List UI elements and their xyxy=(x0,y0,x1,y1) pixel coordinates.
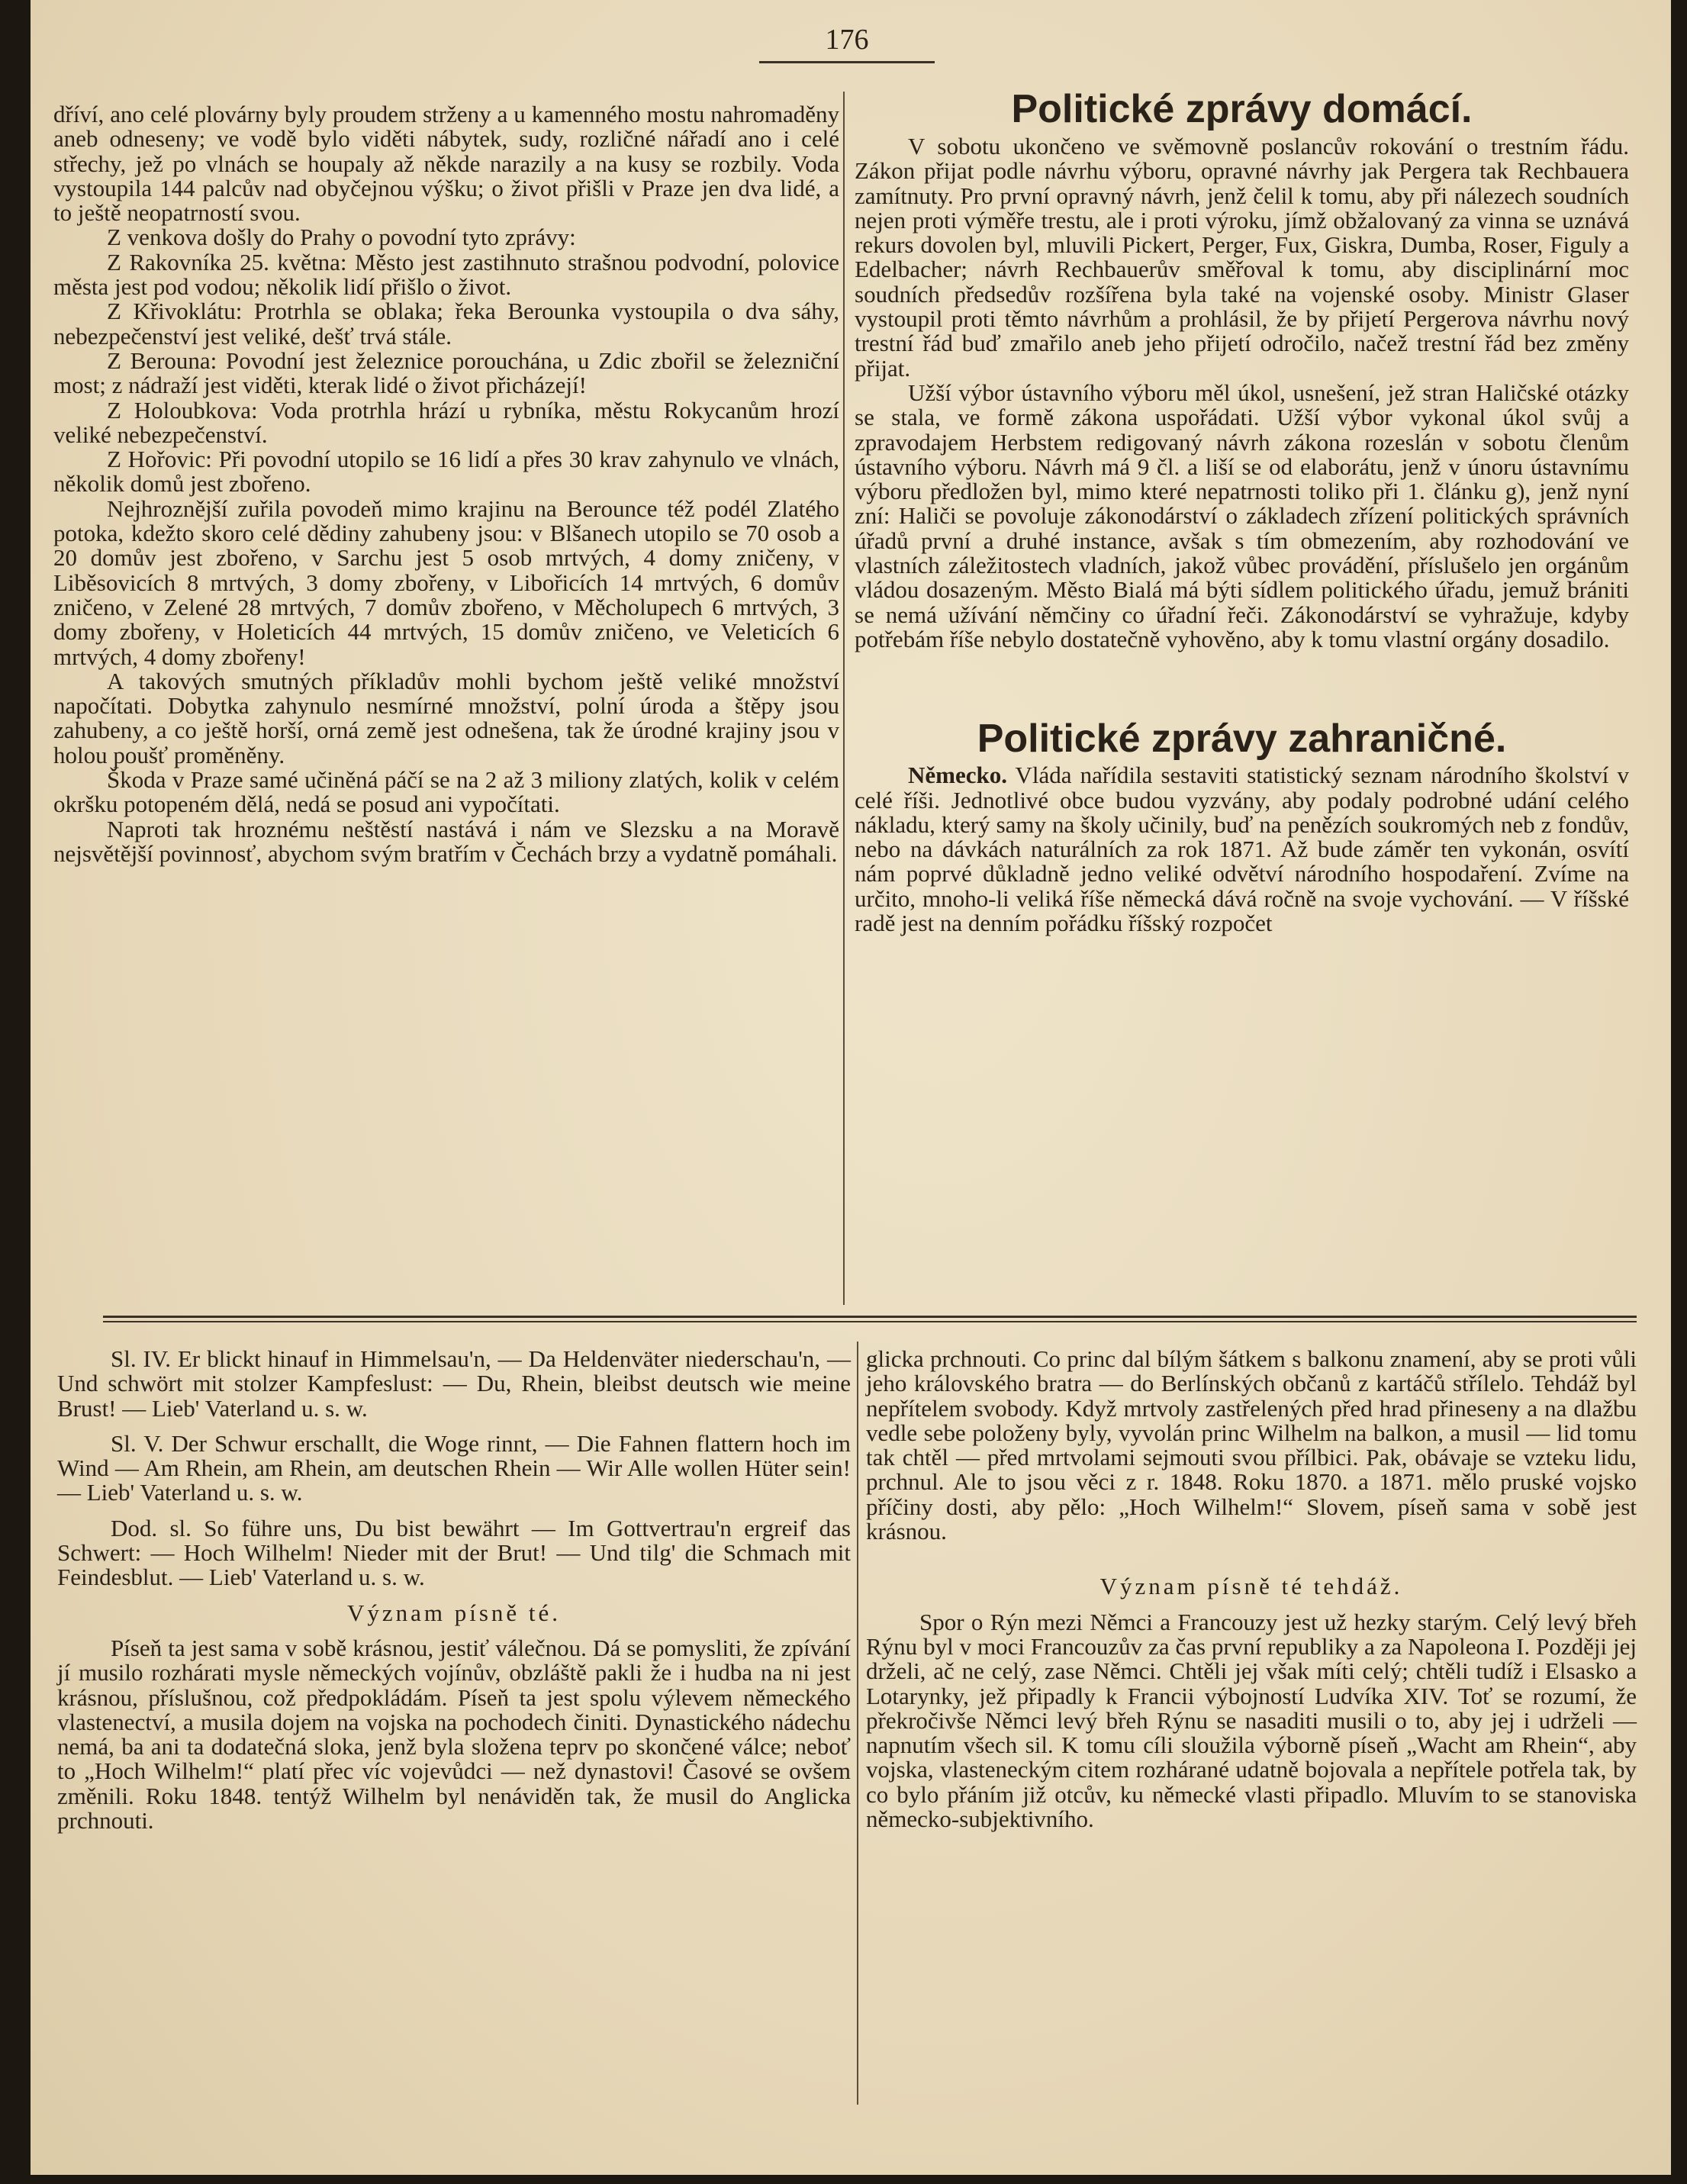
column-bottom-right xyxy=(866,1347,1637,1831)
paragraph: Z Hořovic: Při povodní utopilo se 16 lidí a přes 30 krav zahynulo ve vlnách, několik domů jest zbořeno. xyxy=(53,446,839,498)
column-top-left xyxy=(53,102,839,866)
song-verse: Sl. V. Der Schwur erschallt, die Woge rinnt, — Die Fahnen flattern hoch im Wind — Am Rhein, am Rhein, am deutschen Rhein — Wir Alle wollen Hüter sein! — Lieb' Vaterland u. s. w. xyxy=(57,1429,851,1506)
paragraph xyxy=(855,763,1629,936)
section-title: Význam písně té tehdáž. xyxy=(1099,1573,1403,1600)
heading-domestic-news: Politické zprávy domácí. xyxy=(1011,87,1473,131)
column-top-right xyxy=(855,84,1629,936)
country-label: Německo. xyxy=(908,762,1007,789)
horizontal-rule xyxy=(103,1321,1637,1322)
column-bottom-left xyxy=(57,1347,851,1833)
paragraph: glicka prchnouti. Co princ dal bílým šátkem s balkonu znamení, aby se proti vůli jeho královského bratra — do Berlínských občanů z kartáčů střílelo. Tehdáž byl nepřítelem svobody. Když mrtvoly zastřelených před hrad přineseny a na dlažbu vedle sebe položeny byly, vyvolán princ Wilhelm na balkon, a musil — lid tomu tak chtěl — před mrtvolami sejmouti svou přílbici. Pak, obávaje se vzteku lidu, prchnul. Ale to jsou věci z r. 1848. Roku 1870. a 1871. mělo pruské vojsko příčiny dosti, aby pělo: „Hoch Wilhelm!“ Slovem, píseň sama v sobě jest krásnou. xyxy=(866,1345,1637,1545)
foreign-news-text: Vláda nařídila sestaviti statistický seznam národního školství v celé říši. Jednotlivé obce budou vyzvány, aby podaly podrobné udání celého nákladu, který samy na školy učinily, buď na penězích soukromých neb z fondův, nebo na dávkách naturálních za rok 1871. Až bude záměr ten vykonán, osvítí nám poprvé důkladně jedno veliké odvětví národního hospodaření. Zvíme na určito, mnoho-li veliká říše německá dává ročně na svoje vychování. — V říšské radě jest na denním pořádku říšský rozpočet xyxy=(855,762,1629,937)
paragraph: Nejhroznější zuřila povodeň mimo krajinu na Berounce též podél Zlatého potoka, kdežto skoro celé dědiny zahubeny jsou: v Blšanech utopilo se 70 osob a 20 domův jest zbořeno, v Sarchu jest 5 osob mrtvých, 4 domy zničeny, v Liběsovicích 8 mrtvých, 3 domy zbořeny, v Libořicích 14 mrtvých, 6 domův zničeno, v Zelené 28 mrtvých, 7 domův zbořeno, v Měcholupech 6 mrtvých, 3 domy zbořeny, v Holeticích 44 mrtvých, 15 domův zničeno, ve Veleticích 6 mrtvých, 4 domy zbořeny! xyxy=(53,494,839,670)
newspaper-page xyxy=(31,0,1671,2175)
paragraph: Škoda v Praze samé učiněná páčí se na 2 až 3 miliony zlatých, kolik v celém okršku potopeném dělá, nedá se posud ani vypočítati. xyxy=(53,766,839,818)
paragraph: Užší výbor ústavního výboru měl úkol, usnešení, jež stran Haličské otázky se stala, ve formě zákona uspořádati. Užší výbor vykonal úkol svůj a zpravodajem Herbstem redigovaný návrh zákona rozeslán v sobotu členům ústavního výboru. Návrh má 9 čl. a liší se od elaborátu, jenž v únoru ústavnímu výboru předložen byl, mimo které nepatrnosti toliko při 1. článku g), jenž nyní zní: Haliči se povoluje zákonodárství o základech zřízení politických správních úřadů první a druhé instance, avšak s tím obmezením, aby rozhodování ve vlastních záležitostech vladních, jakož vůbec provádění, příslušelo jen orgánům vládou dosazeným. Město Bialá má býti sídlem politického úřadu, jemuž brániti se nemá užívání němčiny co úřadní řeči. Zákonodárství se vyhražuje, kdyby potřebám říše nebylo dostatečně vyhověno, aby k tomu vlastní orgány dosadilo. xyxy=(855,378,1629,652)
column-divider xyxy=(857,1342,858,2105)
paragraph: Z Rakovníka 25. května: Město jest zastihnuto strašnou podvodní, polovice města jest pod vodou; několik lidí přišlo o život. xyxy=(53,248,839,301)
page-number-rule xyxy=(759,61,935,63)
paragraph: Z Berouna: Povodní jest železnice porouchána, u Zdic zbořil se železniční most; z nádraží jest viděti, kterak lidé o život přicházejí! xyxy=(53,346,839,399)
horizontal-rule xyxy=(103,1316,1637,1318)
paragraph: Píseň ta jest sama v sobě krásnou, jestiť válečnou. Dá se pomysliti, že zpívání jí musilo rozhárati mysle německých vojínův, obzláště pakli že i hudba na ni jest krásnou, příslušnou, což předpokládám. Píseň ta jest spolu výlevem německého vlastenectví, a musila dojem na vojska na pochodech činiti. Dynastického nádechu nemá, ba ani ta dodatečná sloka, jenž byla složena teprv po skončené válce; neboť to „Hoch Wilhelm!“ platí přec víc vojevůdci — než dynastovi! Časové se ovšem změnili. Roku 1848. tentýž Wilhelm byl nenáviděn tak, že musil do Anglicka prchnouti. xyxy=(57,1634,851,1834)
heading-foreign-news: Politické zprávy zahraničné. xyxy=(977,717,1507,762)
paragraph: Spor o Rýn mezi Němci a Francouzy jest už hezky starým. Celý levý břeh Rýnu byl v moci Francouzův za čas první republiky a za Napoleona I. Později jej drželi, ač ne celý, zase Němci. Chtěli jej však míti celý; chtěli tudíž i Elsasko a Lotarynky, jež připadly k Francii výbojností Ludvíka XIV. Toť se rozumí, že překročivše Němci levý břeh Rýnu se nasaditi musili o to, aby jej i udrželi — napnutím všech sil. K tomu cíli sloužila výborně píseň „Wacht am Rhein“, aby vojska, vlasteneckým citem rozhárané udatně bojovala a nepřítele potřela tak, by co bylo přáním již otcův, ku německé vlasti připadlo. Mluvím to se stanoviska německo-subjektivního. xyxy=(866,1608,1637,1833)
paragraph: V sobotu ukončeno ve svěmovně poslancův rokování o trestním řádu. Zákon přijat podle návrhu výboru, opravné návrhy jak Pergera tak Rechbauera zamítnuty. Pro první opravný návrh, jenž čelil k tomu, aby při nálezech soudních nejen proti výměře trestu, ale i proti výroku, jímž obžalovaný za vinna se uznává rekurs dovolen byl, mluvili Pickert, Perger, Fux, Giskra, Dumba, Roser, Figuly a Edelbacher; návrh Rechbauerův směřoval k tomu, aby disciplinární moc soudních předsedův rozšířena byla také na vojenské osoby. Ministr Glaser vystoupil proti těmto návrhům a prohlásil, že by přijetí Pergerova návrhu nový trestní řád buď zmařilo aneb jeho přijetí odročilo, načež trestní řád bez změny přijat. xyxy=(855,133,1629,382)
song-verse: Sl. IV. Er blickt hinauf in Himmelsau'n, — Da Heldenväter niederschau'n, — Und schwört mit stolzer Kampfeslust: — Du, Rhein, bleibst deutsch wie meine Brust! — Lieb' Vaterland u. s. w. xyxy=(57,1345,851,1422)
paragraph: dříví, ano celé plovárny byly proudem strženy a u kamenného mostu nahromaděny aneb odneseny; ve vodě bylo viděti nábytek, sudy, rozličné nářadí ano i celé střechy, jež po vlnách se houpaly až někde narazily a na kusy se rozbily. Voda vystoupila 144 palcův nad obyčejnou výšku; o život přišli v Praze jen dva lidé, a to ještě neopatrností svou. xyxy=(53,101,839,227)
section-gap xyxy=(855,652,1629,714)
paragraph: A takových smutných příkladův mohli bychom ještě veliké množství napočítati. Dobytka zahynulo nesmírné množství, polní úroda a štěpy jsou zahubeny, a co ještě horší, orná země jest odnešena, tak že úrodné krajiny jsou v holou poušť proměněny. xyxy=(53,667,839,768)
paragraph: Naproti tak hroznému neštěstí nastává i nám ve Slezsku a na Moravě nejsvětější povinnosť, abychom svým bratřím v Čechách brzy a vydatně pomáhali. xyxy=(53,815,839,867)
song-verse: Dod. sl. So führe uns, Du bist bewährt — Im Gottvertrau'n ergreif das Schwert: — Hoch Wilhelm! Nieder mit der Brut! — Und tilg' die Schmach mit Feindesblut. — Lieb' Vaterland u. s. w. xyxy=(57,1514,851,1591)
paragraph: Z Holoubkova: Voda protrhla hrází u rybníka, městu Rokycanům hrozí veliké nebezpečenství. xyxy=(53,396,839,448)
paragraph: Z Křivoklátu: Protrhla se oblaka; řeka Berounka vystoupila o dva sáhy, nebezpečenství jest veliké, dešť trvá stále. xyxy=(53,298,839,350)
column-divider xyxy=(843,92,845,1305)
section-title: Význam písně té. xyxy=(346,1599,562,1626)
paragraph: Z venkova došly do Prahy o povodní tyto zprávy: xyxy=(107,224,576,251)
page-number: 176 xyxy=(825,24,869,56)
